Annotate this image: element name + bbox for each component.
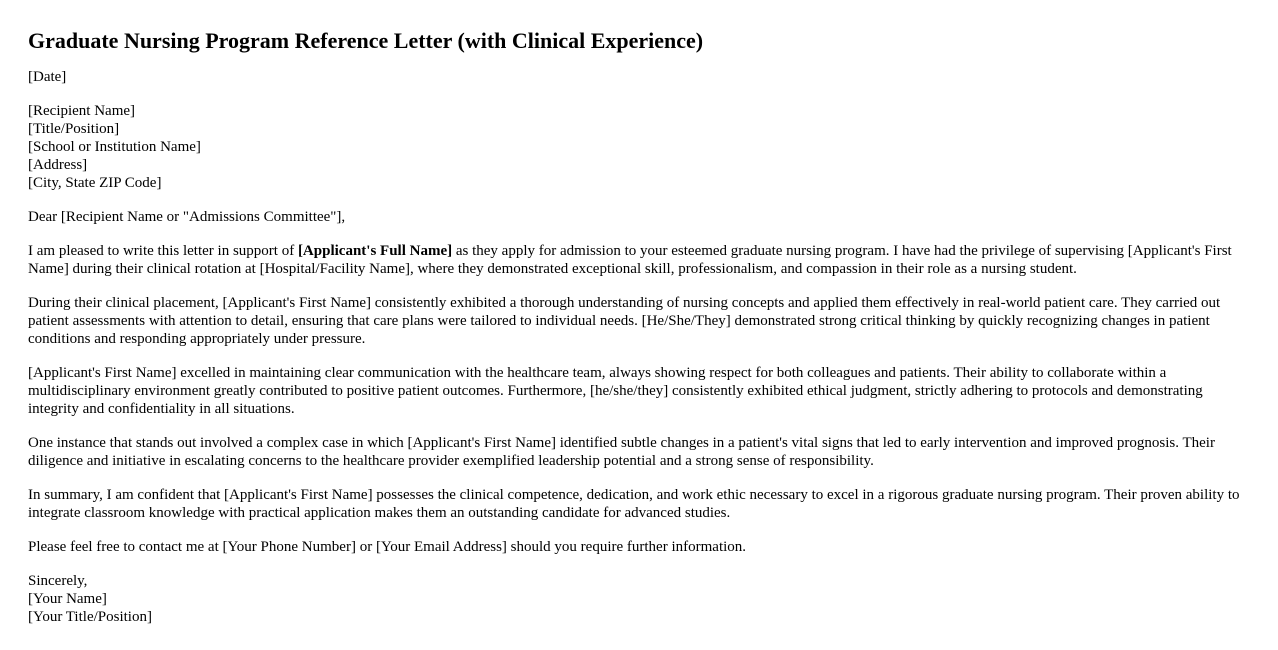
paragraph-communication: [Applicant's First Name] excelled in maintaining clear communication with the healthcare team, always showing respect for both colleagues and patients. Their ability to collaborate within a multidisciplinary environment greatly contributed to positive patient outcomes. Furthermore, [he/she/they] consistently exhibited ethical judgment, strictly adhering to protocols and demonstrating integrity and confidentiality in all situations.: [28, 365, 1203, 417]
letter-date: [Date]: [28, 69, 67, 85]
recipient-institution: [School or Institution Name]: [28, 139, 201, 155]
salutation: Dear [Recipient Name or "Admissions Committee"],: [28, 209, 346, 225]
recipient-title: [Title/Position]: [28, 121, 120, 137]
paragraph-summary: In summary, I am confident that [Applicant's First Name] possesses the clinical competence, dedication, and work ethic necessary to excel in a rigorous graduate nursing program. Their proven ability to integrate classroom knowledge with practical application makes them an outstanding candidate for advanced studies.: [28, 487, 1240, 521]
paragraph-instance: One instance that stands out involved a complex case in which [Applicant's First Name] identified subtle changes in a patient's vital signs that led to early intervention and improved prognosis. Their diligence and initiative in escalating concerns to the healthcare provider exemplified leadership potential and a strong sense of responsibility.: [28, 435, 1215, 469]
paragraph-clinical-placement: During their clinical placement, [Applicant's First Name] consistently exhibited a thorough understanding of nursing concepts and applied them effectively in real-world patient care. They carried out patient assessments with attention to detail, ensuring that care plans were tailored to individual needs. [He/She/They] demonstrated strong critical thinking by quickly recognizing changes in patient conditions and responding appropriately under pressure.: [28, 295, 1221, 347]
paragraph-intro-rest: as they apply for admission to your esteemed graduate nursing program. I have had the privilege of supervising [Applicant's First Name] during their clinical rotation at [Hospital/Facility Name], where they demonstrated exceptional skill, professionalism, and compassion in their role as a nursing student.: [28, 243, 1232, 277]
recipient-city-state-zip: [City, State ZIP Code]: [28, 175, 162, 191]
recipient-name: [Recipient Name]: [28, 103, 136, 119]
page-title: Graduate Nursing Program Reference Letter (with Clinical Experience): [28, 28, 704, 53]
recipient-address: [28, 102, 1248, 192]
recipient-street: [Address]: [28, 157, 88, 173]
signer-name: [Your Name]: [28, 591, 107, 607]
paragraph-intro: [28, 242, 1248, 278]
closing-valediction: Sincerely,: [28, 573, 88, 589]
paragraph-contact: Please feel free to contact me at [Your Phone Number] or [Your Email Address] should you require further information.: [28, 539, 747, 555]
applicant-full-name: [Applicant's Full Name]: [297, 243, 453, 259]
paragraph-intro-lead: I am pleased to write this letter in support of: [28, 243, 298, 259]
signer-title: [Your Title/Position]: [28, 609, 152, 625]
closing-block: [28, 572, 1248, 626]
